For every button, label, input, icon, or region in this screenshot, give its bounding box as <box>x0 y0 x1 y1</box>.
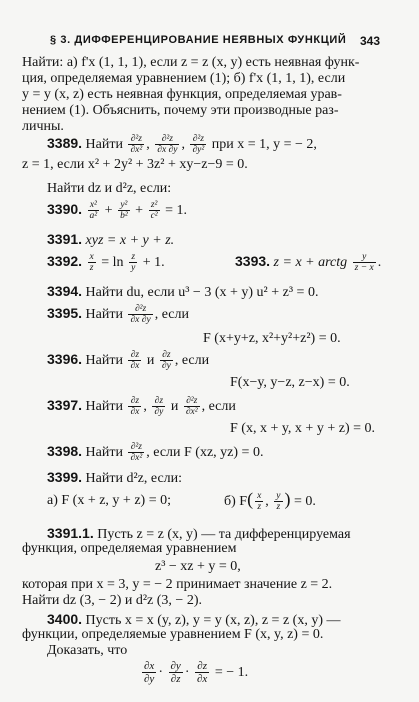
fraction: $\frac{\partial z}{\partial y}$ <box>154 396 164 418</box>
problem-number: 3397. <box>47 397 83 414</box>
problem-number: 3400. <box>47 611 83 627</box>
problem-3391-1 <box>47 526 351 542</box>
problem-number: 3391.1. <box>47 525 94 541</box>
problem-number: 3395. <box>47 305 83 322</box>
equation: xyz = x + y + z. <box>85 233 175 248</box>
fraction: $\frac{\text{∂²z}}{\partial x \partial y}$ <box>130 304 151 326</box>
fraction: $\frac{\partial z}{\partial y}$ <box>161 350 171 372</box>
problem-3391-1-line-3: которая при x = 3, y = − 2 принимает значение z = 2. <box>22 577 333 592</box>
problem-text: Пусть z = z (x, y) — та дифференцируемая <box>97 527 351 542</box>
problem-3391-1-line-4: Найти dz (3, − 2) и d²z (3, − 2). <box>22 593 202 608</box>
problem-text: Найти d²z, если: <box>85 471 183 486</box>
find-word: Найти <box>85 399 123 415</box>
problem-3393: 3393. z = x + arctg $\frac{y}{z - x}$ . <box>235 252 382 274</box>
problem-text: Пусть x = x (y, z), y = y (x, z), z = z (x, y) — <box>85 613 341 628</box>
problem-3395-equation: F (x+y+z, x²+y²+z²) = 0. <box>203 331 341 346</box>
problem-number: 3394. <box>47 283 83 299</box>
equation-part: z = x + arctg <box>273 255 348 271</box>
problem-number: 3399. <box>47 469 83 485</box>
fraction: $\frac{\text{∂²z}}{\text{∂x²}}$ <box>185 396 198 418</box>
fraction: $\frac{y}{z - x}$ <box>354 252 374 274</box>
fraction: $\frac{\partial x}{\partial y}$ <box>144 660 155 686</box>
problem-3397: 3397. Найти $\frac{\partial z}{\partial x}$ , $\frac{\partial z}{\partial y}$ и $\frac{\text{∂²z}}{\text{∂x²}}$ , если <box>47 396 236 418</box>
problem-text: Найти du, если u³ − 3 (x + y) u² + z³ = 0. <box>85 285 319 300</box>
problem-number: 3398. <box>47 443 83 460</box>
problem-3391-1-equation: z³ − xz + y = 0, <box>155 559 241 574</box>
problem-3389: 3389. Найти $\frac{\text{∂²z}}{\text{∂x²}}$ , $\frac{\text{∂²z}}{\partial x \partial y}$ , $\frac{\text{∂²z}}{\text{∂y²}}$ при x = 1, y = − 2, <box>47 134 317 156</box>
problem-3398: 3398. Найти $\frac{\text{∂²z}}{\text{∂x²}}$ , если F (xz, yz) = 0. <box>47 442 264 464</box>
problem-number: 3391. <box>47 231 83 247</box>
fraction: $\frac{\partial z}{\partial x}$ <box>130 396 140 418</box>
fraction: $\frac{x}{z}$ <box>89 252 94 274</box>
equation-tail: = 1. <box>165 203 188 219</box>
fraction: $\frac{\text{x²}}{\text{a²}}$ <box>89 200 98 222</box>
intro-line-4: нением (1). Объяснить, почему эти производные раз- <box>22 103 339 118</box>
fraction: $\frac{\text{y²}}{\text{b²}}$ <box>120 200 128 222</box>
fraction: $\frac{\partial z}{\partial x}$ <box>130 350 140 372</box>
problem-3399-case-a: а) F (x + z, y + z) = 0; <box>47 493 171 508</box>
intro-line-5: личны. <box>22 119 64 134</box>
find-word: Найти <box>85 445 123 461</box>
fraction: $\frac{\text{∂²z}}{\text{∂y²}}$ <box>192 134 205 156</box>
problem-3390: 3390. $\frac{\text{x²}}{\text{a²}}$ + $\frac{\text{y²}}{\text{b²}}$ + $\frac{\text{z²}}{\text{c²}}$ = 1. <box>47 200 188 222</box>
problem-3400-line-2: функции, определяемые уравнением F (x, y, z) = 0. <box>22 627 324 642</box>
problem-3397-equation: F (x, x + y, x + y + z) = 0. <box>230 421 375 436</box>
fraction: $\frac{\text{z²}}{\text{c²}}$ <box>150 200 158 222</box>
problem-number: 3389. <box>47 135 83 152</box>
problem-number: 3392. <box>47 253 83 270</box>
problem-3400-equation: $\frac{\partial x}{\partial y}$ · $\frac{\partial y}{\partial z}$ · $\frac{\partial z}{\partial x}$ = − 1. <box>144 660 249 686</box>
intro-line-3: y = y (x, z) есть неявная функция, определяемая урав- <box>22 87 342 102</box>
equation-part: = ln <box>101 255 124 271</box>
page-number: 343 <box>360 34 381 48</box>
equation-tail: + 1. <box>142 255 165 271</box>
fraction: $\frac{\partial y}{\partial z}$ <box>170 660 181 686</box>
fraction: $\frac{z}{y}$ <box>131 252 136 274</box>
fraction: $\frac{x}{z}$ <box>257 490 262 513</box>
problem-number: 3390. <box>47 201 83 218</box>
fraction: $\frac{\text{∂²z}}{\partial x \partial y}$ <box>157 134 178 156</box>
problem-3391 <box>47 232 174 248</box>
problem-3399-case-b: б) F( $\frac{x}{z}$ , $\frac{y}{z}$ ) = 0. <box>224 489 316 513</box>
find-word: Найти <box>85 137 123 153</box>
find-word: Найти <box>85 307 123 323</box>
problem-text: при x = 1, y = − 2, <box>211 137 317 153</box>
fraction: $\frac{\text{∂²z}}{\text{∂x²}}$ <box>130 442 143 464</box>
problem-3399 <box>47 470 182 486</box>
problem-3392 <box>47 252 165 274</box>
problem-3400-line-3: Доказать, что <box>47 643 128 658</box>
fraction: $\frac{y}{z}$ <box>276 490 281 513</box>
problem-3394 <box>47 284 318 300</box>
problem-3391-1-line-2: функция, определяемая уравнением <box>22 541 237 556</box>
intro-line-2: ция, определяемая уравнением (1); б) f'x (1, 1, 1), если <box>22 71 346 86</box>
problem-number: 3393. <box>235 253 271 270</box>
fraction: $\frac{\partial z}{\partial x}$ <box>197 660 208 686</box>
problem-3396: 3396. Найти $\frac{\partial z}{\partial x}$ и $\frac{\partial z}{\partial y}$ , если <box>47 350 210 372</box>
problem-3395: 3395. Найти $\frac{\text{∂²z}}{\partial x \partial y}$ , если <box>47 304 189 326</box>
problem-number: 3396. <box>47 351 83 368</box>
subheading-find-dz: Найти dz и d²z, если: <box>47 181 172 196</box>
problem-3389-line-2: z = 1, если x² + 2y² + 3z² + xy−z−9 = 0. <box>22 157 248 172</box>
fraction: $\frac{\text{∂²z}}{\text{∂x²}}$ <box>130 134 143 156</box>
intro-line-1: Найти: а) f'x (1, 1, 1), если z = z (x, y) есть неявная функ- <box>22 55 360 70</box>
problem-3396-equation: F(x−y, y−z, z−x) = 0. <box>230 375 350 390</box>
section-title: § 3. ДИФФЕРЕНЦИРОВАНИЕ НЕЯВНЫХ ФУНКЦИЙ <box>50 34 347 46</box>
problem-3400 <box>47 612 340 628</box>
find-word: Найти <box>85 353 123 369</box>
